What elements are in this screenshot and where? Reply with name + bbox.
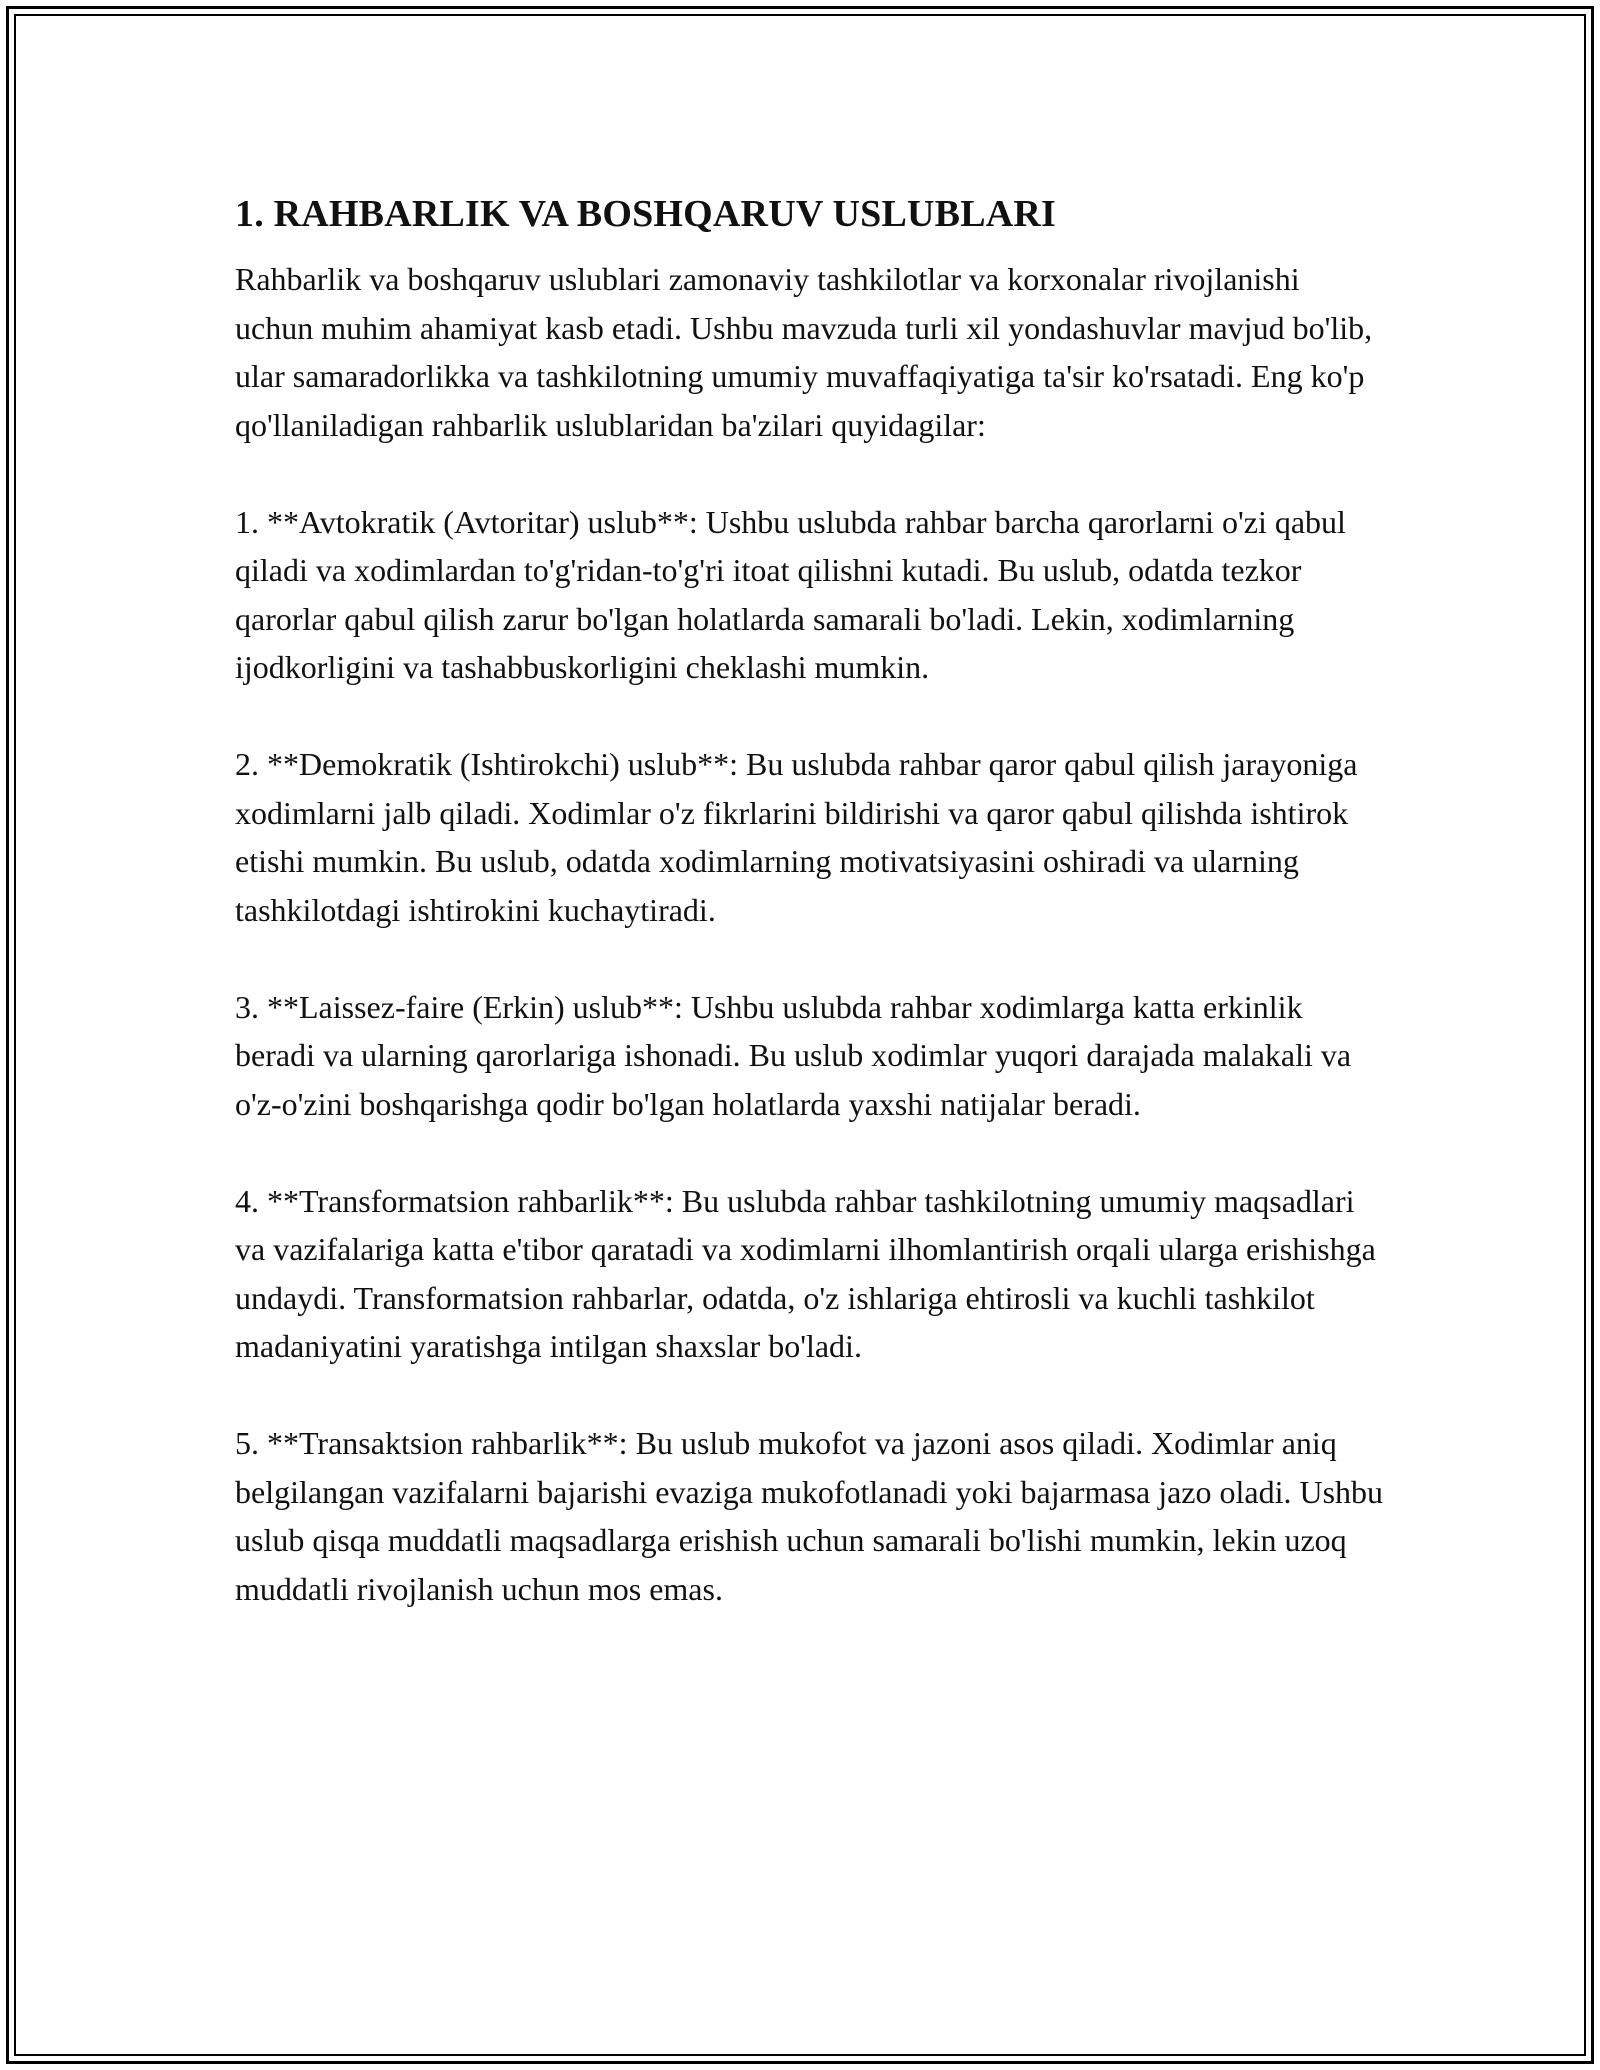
list-item-autocratic: 1. **Avtokratik (Avtoritar) uslub**: Ushbu uslubda rahbar barcha qarorlarni o'zi qabul qiladi va xodimlardan to'g'ridan-to'g'ri itoat qilishni kutadi. Bu uslub, odatda tezkor qarorlar qabul qilish zarur bo'lgan holatlarda samarali bo'ladi. Lekin, xodimlarning ijodkorligini va tashabbuskorligini cheklashi mumkin. xyxy=(235,503,1346,685)
list-item-transactional: 5. **Transaktsion rahbarlik**: Bu uslub mukofot va jazoni asos qiladi. Xodimlar aniq belgilangan vazifalarni bajarishi evaziga mukofotlanadi yoki bajarmasa jazo oladi. Ushbu uslub qisqa muddatli maqsadlarga erishish uchun samarali bo'lishi mumkin, lekin uzoq muddatli rivojlanish uchun mos emas. xyxy=(235,1425,1384,1607)
document-body xyxy=(235,185,1385,1662)
document-title: 1. RAHBARLIK VA BOSHQARUV USLUBLARI xyxy=(235,193,1057,235)
list-item-democratic: 2. **Demokratik (Ishtirokchi) uslub**: Bu uslubda rahbar qaror qabul qilish jarayoniga xodimlarni jalb qiladi. Xodimlar o'z fikrlarini bildirishi va qaror qabul qilishda ishtirok etishi mumkin. Bu uslub, odatda xodimlarning motivatsiyasini oshiradi va ularning tashkilotdagi ishtirokini kuchaytiradi. xyxy=(235,746,1358,928)
intro-paragraph: Rahbarlik va boshqaruv uslublari zamonaviy tashkilotlar va korxonalar rivojlanishi uchun muhim ahamiyat kasb etadi. Ushbu mavzuda turli xil yondashuvlar mavjud bo'lib, ular samaradorlikka va tashkilotning umumiy muvaffaqiyatiga ta'sir ko'rsatadi. Eng ko'p qo'llaniladigan rahbarlik uslublaridan ba'zilari quyidagilar: xyxy=(235,261,1373,443)
list-item-laissez-faire: 3. **Laissez-faire (Erkin) uslub**: Ushbu uslubda rahbar xodimlarga katta erkinlik beradi va ularning qarorlariga ishonadi. Bu uslub xodimlar yuqori darajada malakali va o'z-o'zini boshqarishga qodir bo'lgan holatlarda yaxshi natijalar beradi. xyxy=(235,988,1352,1122)
list-item-transformational: 4. **Transformatsion rahbarlik**: Bu uslubda rahbar tashkilotning umumiy maqsadlari va vazifalariga katta e'tibor qaratadi va xodimlarni ilhomlantirish orqali ularga erishishga undaydi. Transformatsion rahbarlar, odatda, o'z ishlariga ehtirosli va kuchli tashkilot madaniyatini yaratishga intilgan shaxslar bo'ladi. xyxy=(235,1182,1376,1364)
